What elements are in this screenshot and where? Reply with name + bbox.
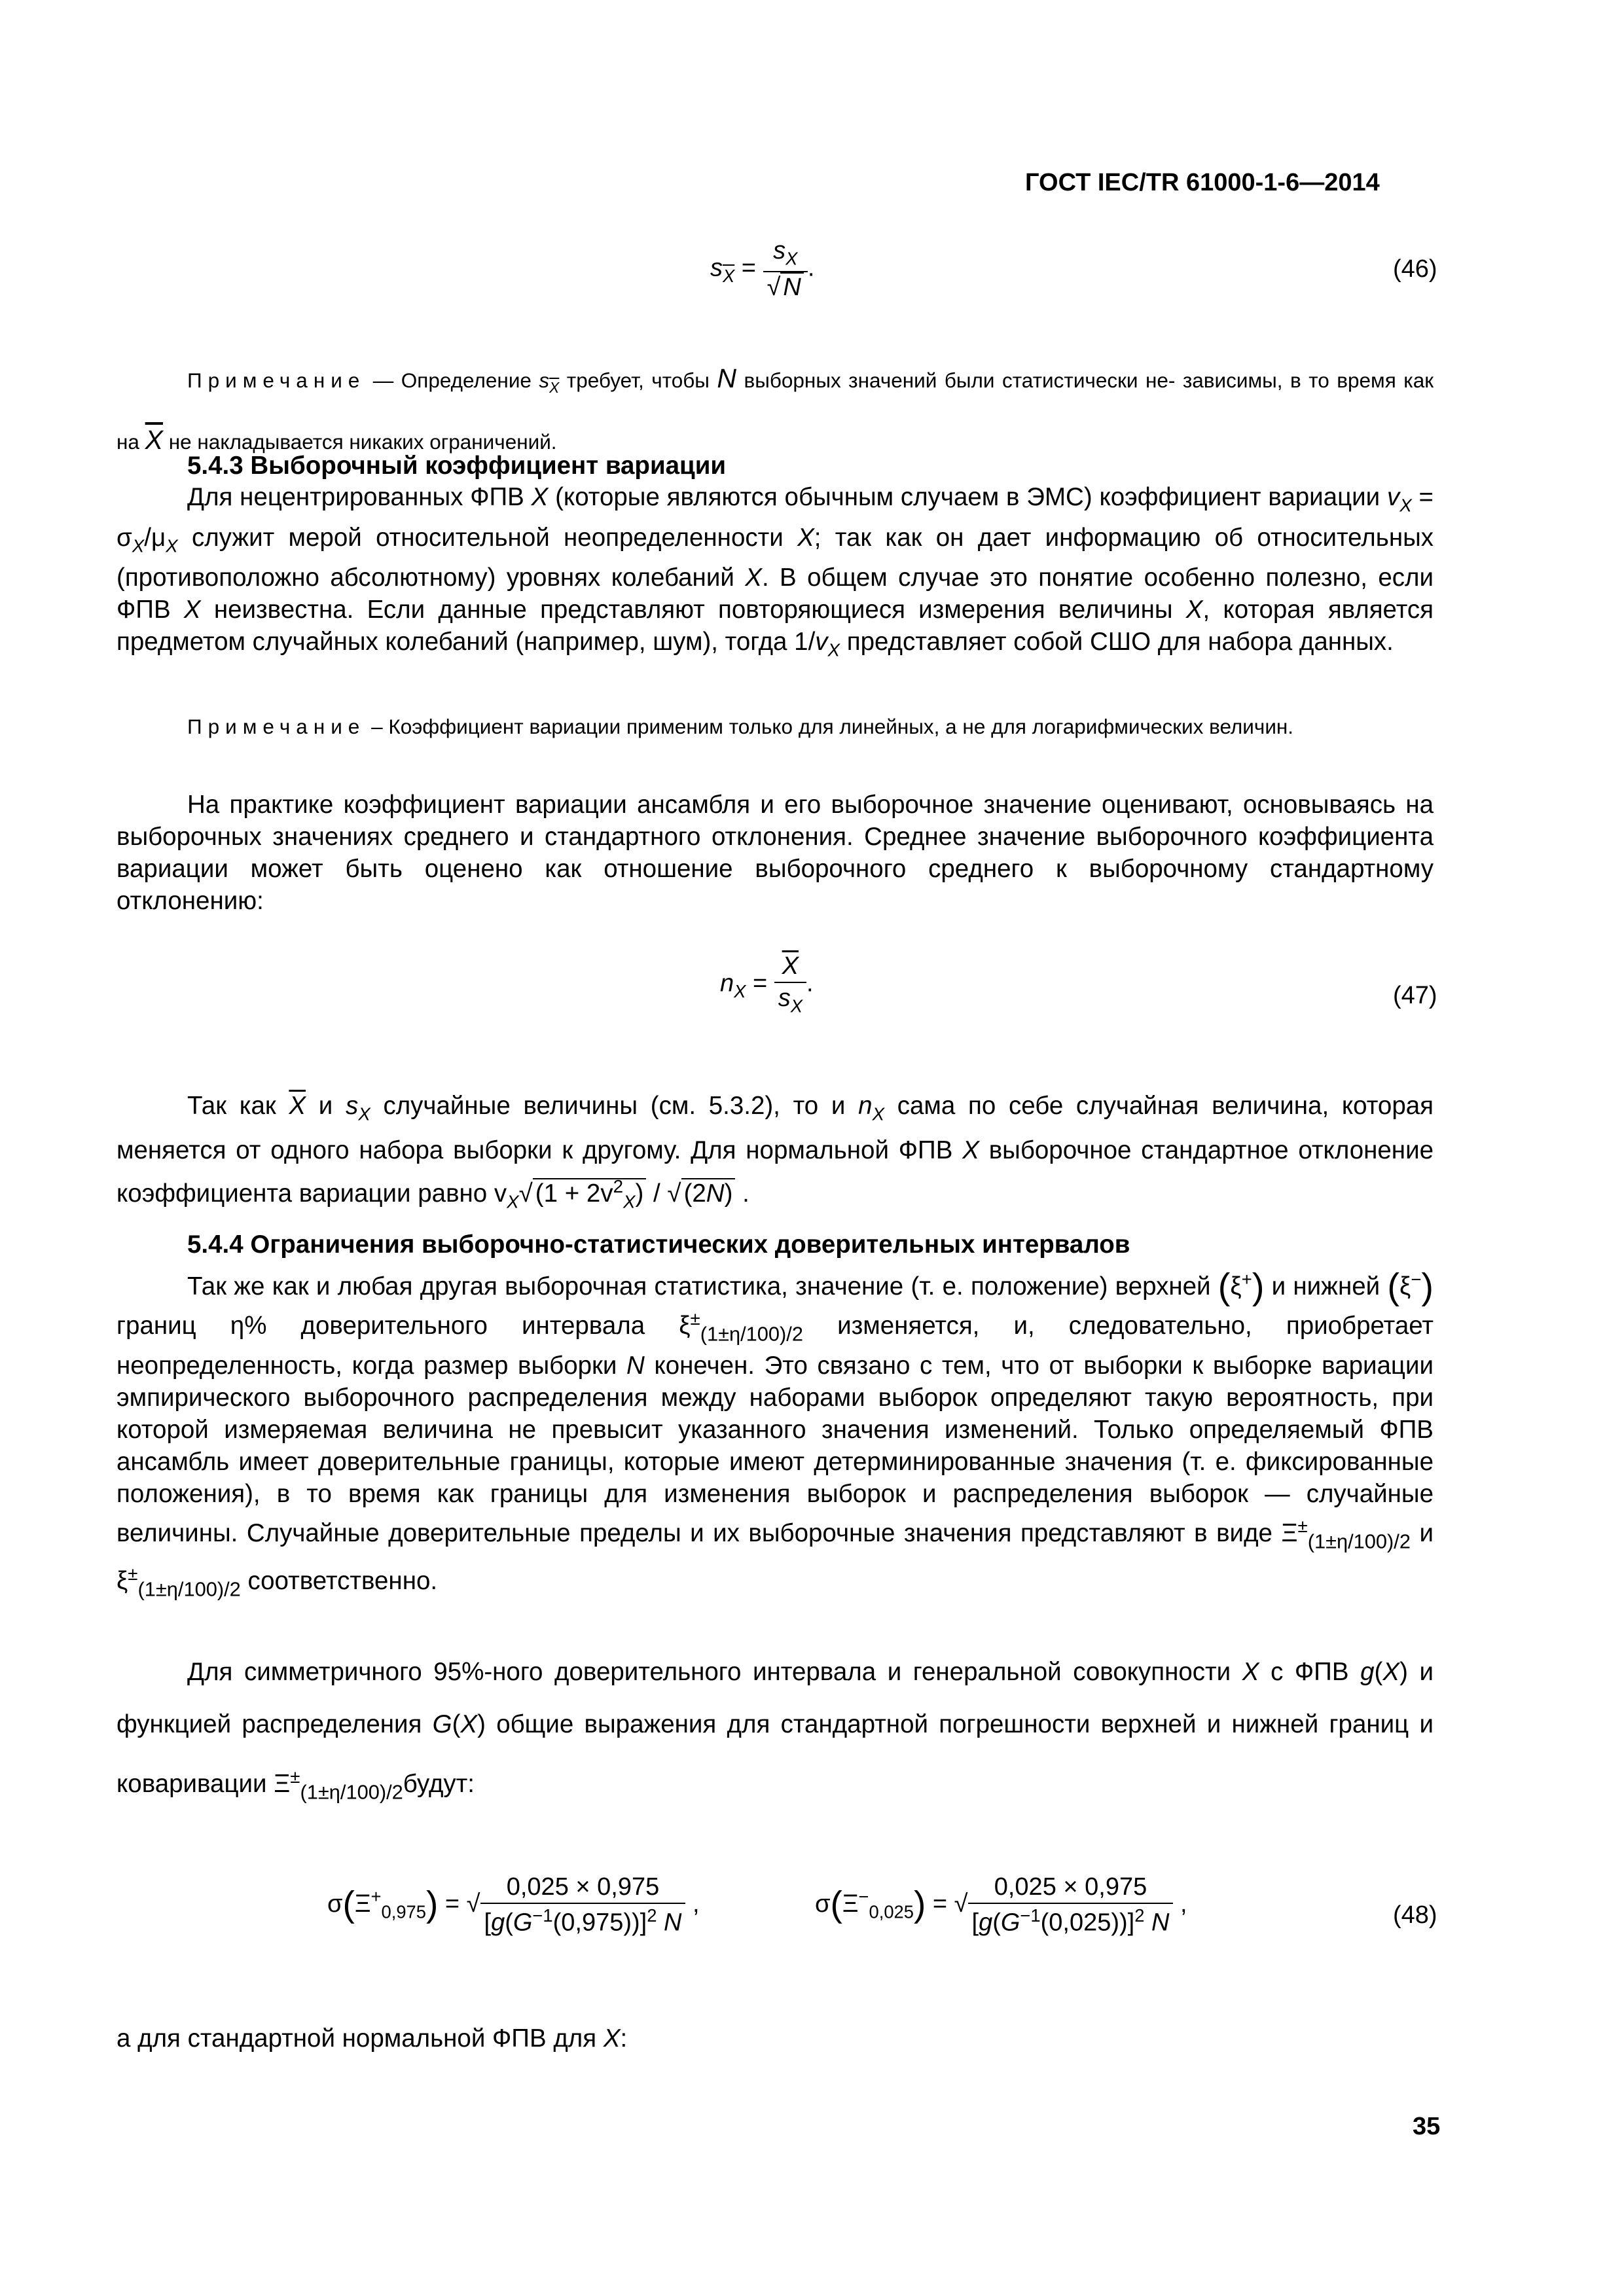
equation-48-upper: $\sigma(\Xi^+_{0,975})$ = √ $\frac{0,025 \times 0,975}{[g(G^{-1}(0,975))]^2 N}$ , <box>327 1873 700 1937</box>
equation-48-upper-numerator: 0,025 × 0,975 <box>480 1873 686 1904</box>
equation-46: $s_{\overline{X}}$ = $\frac{s_X}{√ N}$ . <box>710 237 815 301</box>
equation-number-48: (48) <box>1393 1901 1437 1929</box>
equation-number-46: (46) <box>1393 255 1437 283</box>
paragraph-practical-estimation: На практике коэффициент вариации ансамбля и его выборочное значение оценивают, основываясь на выборочных значениях среднего и стандартного отклонения. Среднее значение выборочного коэффициента вариации может быть оценено как отношение выборочного среднего к выборочному стандартному отклонению: <box>117 791 1434 915</box>
page-number: 35 <box>1413 2113 1441 2140</box>
note-linear-quantities: Примечание – Коэффициент вариации применим только для линейных, а не для логарифмических величин. <box>187 715 1294 738</box>
document-code-header: ГОСТ IEC/TR 61000-1-6—2014 <box>1025 169 1380 196</box>
equation-48-lower-numerator: 0,025 × 0,975 <box>968 1873 1174 1904</box>
paragraph-coefficient-of-variation: Для нецентрированных ФПВ X (которые являются обычным случаем в ЭМС) коэффициент вариации $v_X = \sigma_X/\mu_X$ служит мерой относительной неопределенности X; так как он дает информацию об относительных (противоположно абсолютному) уровнях колебаний X. В общем случае это понятие особенно полезно, если ФПВ X неизвестна. Если данные представляют повторяющиеся измерения величины X, которая является предметом случайных колебаний (например, шум), тогда $1/v_X$ представляет собой СШО для набора данных. <box>117 483 1434 661</box>
equation-48-lower: $\sigma(\Xi^-_{0,025})$ = √ $\frac{0,025 \times 0,975}{[g(G^{-1}(0,025))]^2 N}$ , <box>815 1873 1187 1937</box>
section-heading-5-4-4: 5.4.4 Ограничения выборочно-статистических доверительных интервалов <box>187 1230 1130 1259</box>
paragraph-random-variables: Так как $\overline{X}$ и $s_X$ случайные величины (см. 5.3.2), то и $n_X$ сама по себе случайная величина, которая меняется от одного набора выборки к другому. Для нормальной ФПВ X выборочное стандартное отклонение коэффициента вариации равно $v_X√$ $(1 + 2v^2_X)$ / √ (2N) . <box>117 1092 1434 1212</box>
section-heading-5-4-3: 5.4.3 Выборочный коэффициент вариации <box>187 452 727 480</box>
paragraph-symmetric-interval: Для симметричного 95%-ного доверительного интервала и генеральной совокупности X с ФПВ g(X) и функцией распределения G(X) общие выражения для стандартной погрешности верхней и нижней границ и коваривации $\Xi^\pm_{(1\pm\eta/100)/2}будут$: <box>117 1658 1434 1804</box>
equation-number-47: (47) <box>1393 982 1437 1009</box>
paragraph-standard-normal: а для стандартной нормальной ФПВ для X: <box>117 2024 628 2053</box>
paragraph-confidence-limits: Так же как и любая другая выборочная статистика, значение (т. е. положение) верхней (ξ+) и нижней (ξ−) границ η% доверительного интервала $\xi^\pm_{(1\pm\eta/100)/2}$ изменяется, и, следовательно, приобретает неопределенность, когда размер выборки N конечен. Это связано с тем, что от выборки к выборке вариации эмпирического выборочного распределения между наборами выборок определяют такую вероятность, при которой измеряемая величина не превысит указанного значения изменений. Только определяемый ФПВ ансамбль имеет доверительные границы, которые имеют детерминированные значения (т. е. фиксированные положения), в то время как границы для изменения выборок и распределения выборок — случайные величины. Случайные доверительные пределы и их выборочные значения представляют в виде $\Xi^\pm_{(1\pm\eta/100)/2}$ и $\xi^\pm_{(1\pm\eta/100)/2}$ соответственно. <box>117 1265 1434 1601</box>
equation-47: $n_X$ = $\frac{\overline{X}}{s_X}$ . <box>720 952 814 1016</box>
note-sample-mean-definition: Примечание — Определение $s_{\overline{X}}$ требует, чтобы N выборных значений были статистически не- зависимы, в то время как на $\overline{X}$ не накладывается никаких ограничений. <box>117 363 1434 455</box>
